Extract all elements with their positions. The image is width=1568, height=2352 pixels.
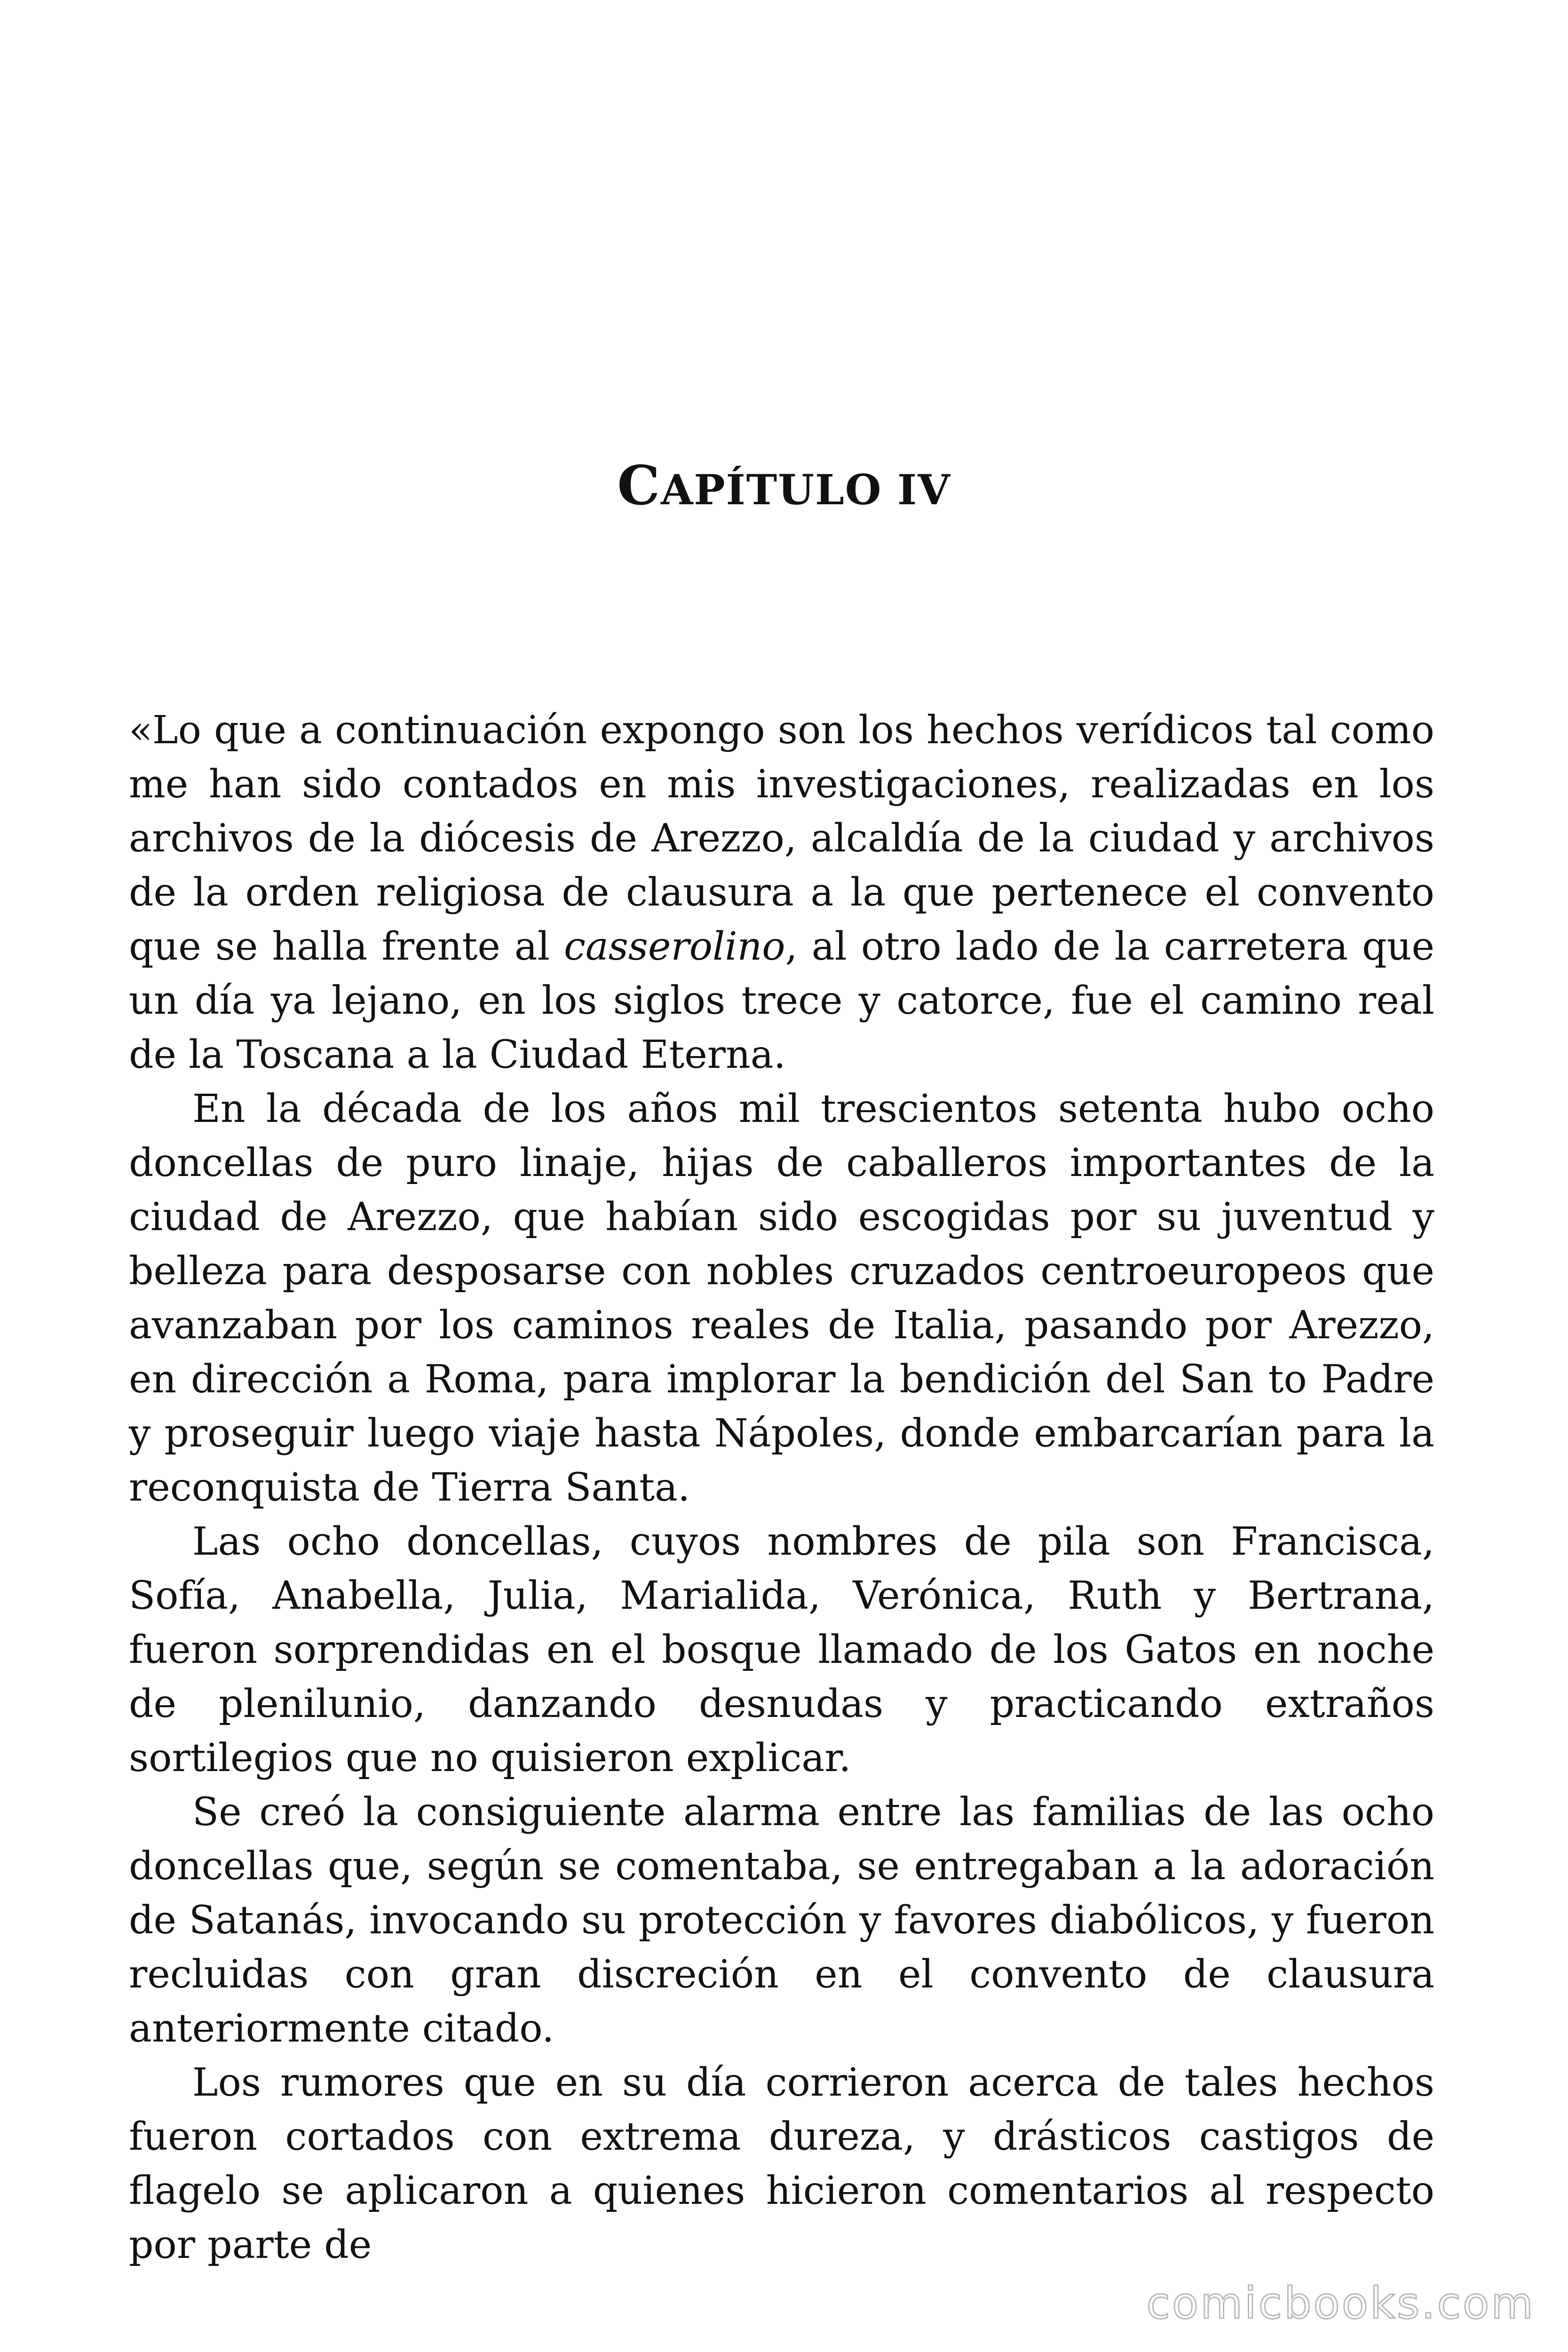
paragraph-1-part-2: , al otro lado de la carretera que un día ya lejano, en los siglos trece y catorce, fue el camino real de la Toscana a la Ciudad Eterna.: [129, 924, 1434, 1077]
chapter-title-rest: APÍTULO IV: [661, 465, 951, 514]
paragraph-3: Las ocho doncellas, cuyos nombres de pila son Francisca, Sofía, Anabella, Julia, Marialida, Verónica, Ruth y Bertrana, fueron sorprendidas en el bosque llamado de los Gatos en noche de plenilunio, danzando desnudas y practicando extraños sortilegios que no quisieron explicar.: [129, 1519, 1434, 1780]
paragraph-5: Los rumores que en su día corrieron acerca de tales hechos fueron cortados con extrema dureza, y drásticos castigos de flagelo se aplicaron a quienes hicieron comentarios al respecto por parte de: [129, 2060, 1434, 2267]
paragraph-2: En la década de los años mil trescientos setenta hubo ocho doncellas de puro linaje, hijas de caballeros importantes de la ciudad de Arezzo, que habían sido escogidas por su juventud y belleza para desposarse con nobles cruzados centroeuropeos que avanzaban por los caminos reales de Italia, pasando por Arezzo, en dirección a Roma, para implorar la bendición del San to Padre y proseguir luego viaje hasta Nápoles, donde embarcarían para la reconquista de Tierra Santa.: [129, 1087, 1434, 1510]
watermark: comicbooks.com: [1146, 2278, 1535, 2328]
chapter-body: [129, 703, 1434, 2272]
chapter-title-initial: C: [617, 454, 661, 517]
paragraph-1-part-1: «Lo que a continuación expongo son los hechos verídicos tal como me han sido contados en mis investigaciones, realizadas en los archivos de la diócesis de Arezzo, alcaldía de la ciudad y archivos de la orden religiosa de clausura a la que pertenece el convento que se halla frente al: [129, 708, 1434, 969]
chapter-title: [0, 454, 1568, 517]
paragraph-4: Se creó la consiguiente alarma entre las familias de las ocho doncellas que, según se comentaba, se entregaban a la adoración de Satanás, invocando su protección y favores diabólicos, y fueron recluidas con gran discreción en el convento de clausura anteriormente citado.: [129, 1790, 1434, 2051]
italic-word-casserolino: casserolino: [563, 924, 785, 969]
paragraph-1: [129, 703, 1434, 1082]
